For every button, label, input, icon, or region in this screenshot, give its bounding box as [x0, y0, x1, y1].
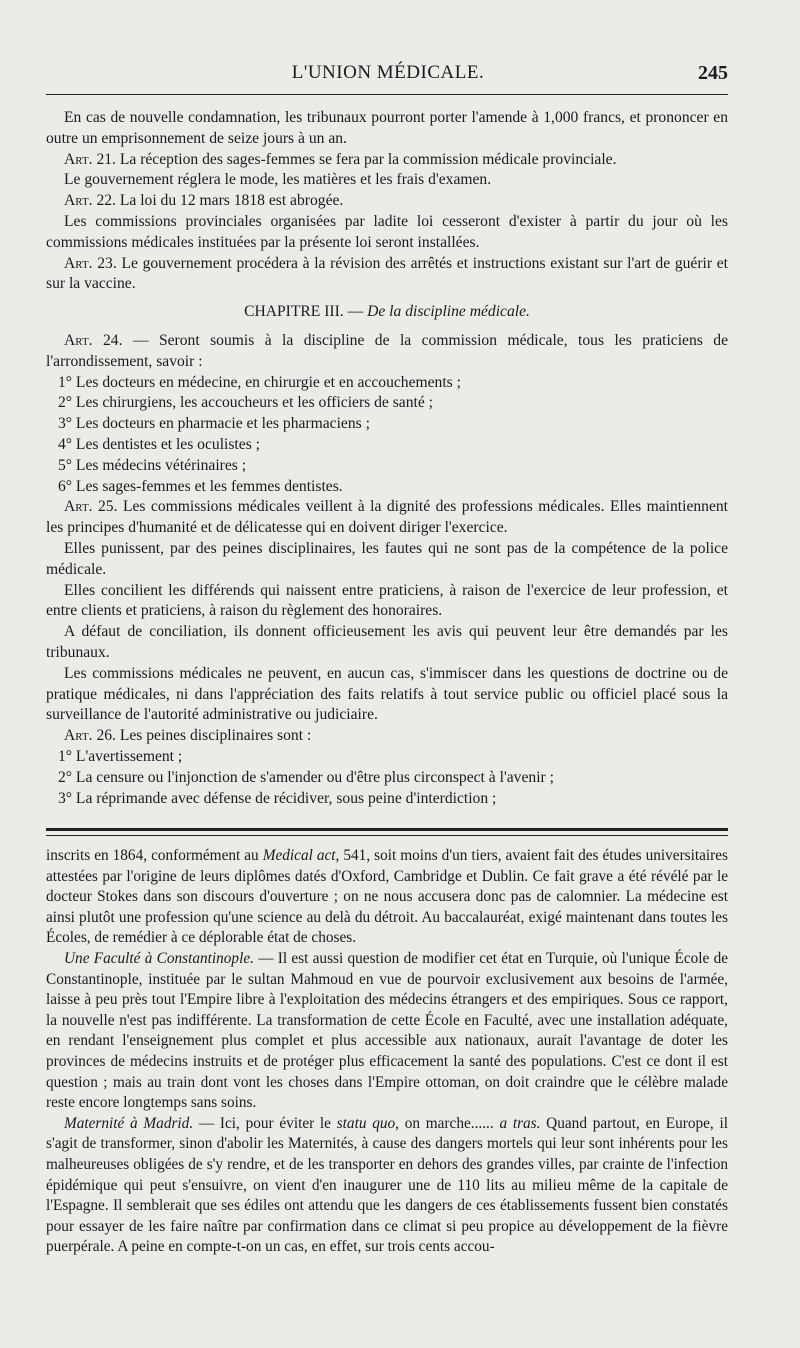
- header-rule: [46, 94, 728, 95]
- article-text: Les peines disciplinaires sont :: [115, 727, 312, 745]
- article-text: La réception des sages-femmes se fera par la commission médicale provinciale.: [115, 150, 617, 168]
- paragraph: Elles concilient les différends qui naissent entre praticiens, à raison de l'exercice de leur profession, et entre clients et praticiens, à raison du règlement des honoraires.: [46, 581, 728, 620]
- text-run-italic: Medical act: [262, 847, 336, 864]
- list-item: 4° Les dentistes et les oculistes ;: [58, 435, 260, 453]
- section-divider: [46, 828, 728, 836]
- list-item: 1° L'avertissement ;: [58, 747, 183, 765]
- article-26: [46, 726, 728, 747]
- paragraph: En cas de nouvelle condamnation, les tribunaux pourront porter l'amende à 1,000 francs, et prononcer en outre un emprisonnement de seize jours à un an.: [46, 109, 728, 147]
- chapter-title: De la discipline médicale.: [367, 303, 530, 321]
- page-number: 245: [698, 62, 728, 84]
- text-run-italic: statu quo: [336, 1114, 396, 1132]
- list-item: 3° La réprimande avec défense de récidiver, sous peine d'interdiction ;: [58, 789, 497, 807]
- running-header: [48, 60, 728, 90]
- article-label: Art. 26.: [64, 727, 116, 745]
- chapter-label: CHAPITRE III. —: [244, 303, 368, 321]
- article-text: La loi du 12 mars 1818 est abrogée.: [115, 192, 344, 210]
- article-text: — Seront soumis à la discipline de la commission médicale, tous les praticiens de l'arrondissement, savoir :: [46, 331, 728, 370]
- paragraph: Elles punissent, par des peines disciplinaires, les fautes qui ne sont pas de la compétence de la police médicale.: [46, 539, 728, 578]
- article-21: [46, 150, 728, 171]
- list-item: 5° Les médecins vétérinaires ;: [58, 456, 247, 474]
- article-text: Le gouvernement procédera à la révision des arrêtés et instructions existant sur l'art de guérir et sur la vaccine.: [46, 254, 729, 293]
- law-text-block: [46, 108, 728, 809]
- chapter-heading: [46, 295, 728, 331]
- text-run: Quand partout, en Europe, il s'agit de transformer, sinon d'abolir les Maternités, à cause des dangers mortels qui leur sont inhérents pour les malheureuses obligées de s'y rendre, et de les transporter en dehors des grandes villes, par crainte de l'infection épidémique qui peut s'ensuivre, on vient d'en inaugurer une de 110 lits au milieu même de la capitale de l'Espagne. Il semblerait que ses édiles ont attendu que les dangers de ces établissements fussent bien constatés pour essayer de les faire naître par confirmation dans ce climat si peu propice au développement de la fièvre puerpérale. A peine en compte-t-on un cas, en effet, sur trois cents accou-: [46, 1114, 728, 1256]
- text-run: — Il est aussi question de modifier cet état en Turquie, où l'unique École de Constantinople, instituée par le sultan Mahmoud en vue de pourvoir exclusivement aux besoins de l'armée, laisse à peu près tout l'Empire libre à l'exploitation des médecins étrangers et des empiriques. Sous ce rapport, la nouvelle n'est pas indifférente. La transformation de cette École en Faculté, avec une installation adéquate, en rendant l'enseignement plus complet et plus accessible aux nationaux, aurait l'avantage de doter les provinces de médecins instruits et de protéger plus efficacement la santé des populations. C'est ce dont il est question ; mais au train dont vont les choses dans l'Empire ottoman, on doit craindre que le célèbre malade reste encore longtemps sans soins.: [46, 949, 729, 1112]
- section-title: Une Faculté à Constantinople.: [64, 949, 254, 967]
- paragraph: Les commissions provinciales organisées par ladite loi cesseront d'exister à partir du jour où les commissions médicales instituées par la présente loi seront installées.: [46, 212, 728, 251]
- article-24: [46, 331, 728, 373]
- list-item: 1° Les docteurs en médecine, en chirurgie et en accouchements ;: [58, 373, 461, 391]
- article-22: [46, 191, 728, 212]
- article-label: Art. 25.: [64, 498, 118, 516]
- section-title: Maternité à Madrid.: [64, 1114, 194, 1132]
- text-run: inscrits en 1864, conformément au: [46, 847, 263, 864]
- article-25: [46, 497, 728, 539]
- journal-title: L'UNION MÉDICALE.: [291, 62, 485, 83]
- chronicle-text-block: [46, 846, 728, 1258]
- paragraph: Le gouvernement réglera le mode, les matières et les frais d'examen.: [64, 171, 492, 189]
- article-23: [46, 254, 728, 296]
- article-label: Art. 22.: [64, 192, 116, 210]
- paragraph: [46, 1114, 728, 1258]
- list-item: 2° Les chirurgiens, les accoucheurs et les officiers de santé ;: [58, 394, 434, 412]
- list-item: 3° Les docteurs en pharmacie et les pharmaciens ;: [58, 415, 370, 433]
- text-run: , on marche......: [395, 1114, 500, 1132]
- text-run-italic: a tras.: [499, 1114, 541, 1132]
- paragraph: [46, 949, 728, 1114]
- article-label: Art. 23.: [64, 254, 117, 272]
- paragraph: [46, 846, 728, 949]
- article-text: Les commissions médicales veillent à la dignité des professions médicales. Elles maintiennent les principes d'humanité et de délicatesse qui en doivent diriger l'exercice.: [46, 498, 729, 537]
- article-label: Art. 21.: [64, 150, 116, 168]
- list-item: 6° Les sages-femmes et les femmes dentistes.: [58, 477, 343, 495]
- text-run: , 541, soit moins d'un tiers, avaient fait des études universitaires attestées par l'origine de leurs diplômes datés d'Oxford, Cambridge et Dublin. Ce fait grave a été révélé par le docteur Stokes dans son discours d'ouverture ; on ne nous accusera donc pas de calomnier. La médecine est ainsi plutôt une profession qu'une science au delà du détroit. Au baccalauréat, exigé maintenant dans toutes les Écoles, de remédier à ce déplorable état de choses.: [46, 847, 728, 947]
- text-run: — Ici, pour éviter le: [193, 1114, 337, 1132]
- paragraph: A défaut de conciliation, ils donnent officieusement les avis qui peuvent leur être demandés par les tribunaux.: [46, 623, 728, 661]
- article-label: Art. 24.: [64, 331, 123, 349]
- paragraph: Les commissions médicales ne peuvent, en aucun cas, s'immiscer dans les questions de doctrine ou de pratique médicales, ni dans l'appréciation des faits relatifs à tout service public ou officiel placé sous la surveillance de l'autorité administrative ou judiciaire.: [46, 664, 728, 724]
- list-item: 2° La censure ou l'injonction de s'amender ou d'être plus circonspect à l'avenir ;: [58, 768, 554, 786]
